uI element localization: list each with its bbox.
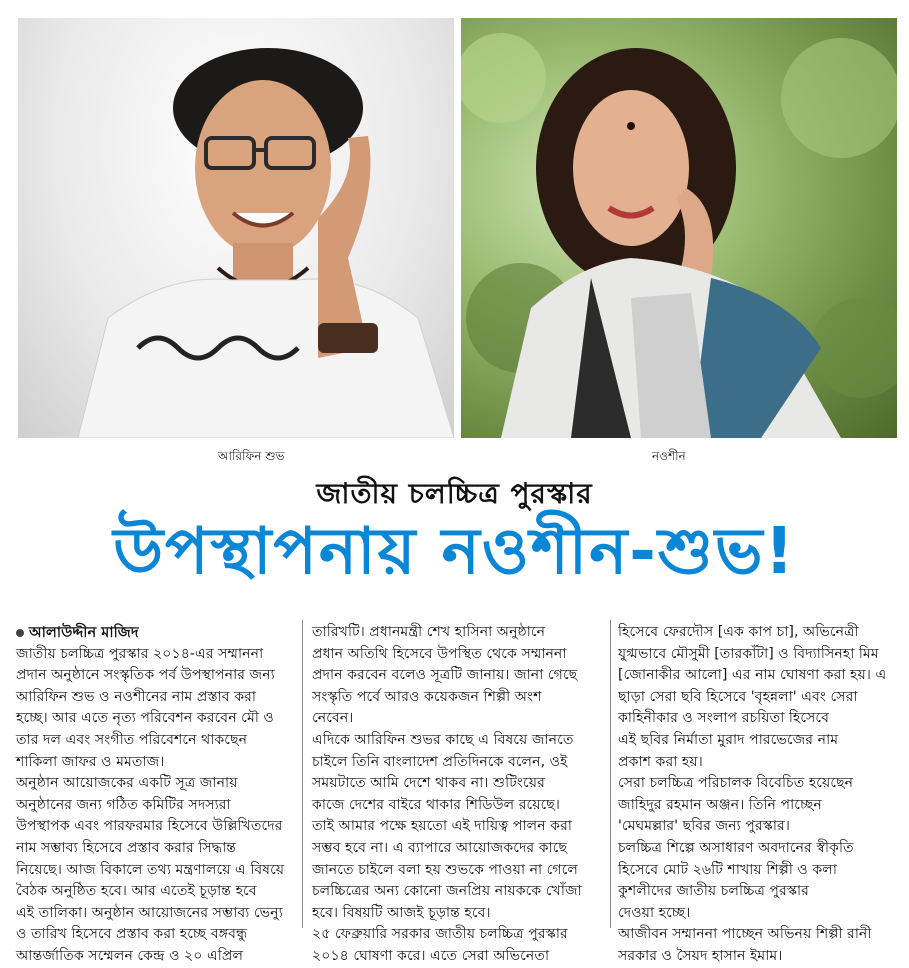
article-text-line: উপস্থাপক এবং পারফরমার হিসেবে উল্লিখিতদের xyxy=(16,818,283,835)
article-text-line: তার দল এবং সংগীত পরিবেশনে থাকছেন xyxy=(16,731,248,748)
article-text-line: এই তালিকা। অনুষ্ঠান আয়োজনের সম্ভাব্য ভেন্যু xyxy=(16,904,283,921)
article-text-line: [জোনাকীর আলো] এর নাম ঘোষণা করা হয়। এ xyxy=(618,667,887,684)
article-text-line: এই ছবির নির্মাতা মুরাদ পারভেজের নাম xyxy=(618,731,839,748)
photo-arifin-shuvo xyxy=(18,18,454,438)
article-text-line: চলচ্চিত্র শিল্পে অসাধারণ অবদানের স্বীকৃতি xyxy=(618,839,854,856)
article-text-line: শাকিলা জাফর ও মমতাজ। xyxy=(16,753,165,770)
article-text-line: জাতীয় চলচ্চিত্র পুরস্কার ২০১৪-এর সম্মাননা xyxy=(16,645,264,662)
article-text-line: তাই আমার পক্ষে হয়তো এই দায়িত্ব পালন করা xyxy=(312,818,573,835)
article-text-line: প্রধান অতিথি হিসেবে উপস্থিত থেকে সম্মাননা xyxy=(312,645,567,662)
article-text-line: সময়টাতে আমি দেশে থাকব না। শুটিংয়ের xyxy=(312,775,545,792)
article-text-line: সরকার ও সৈয়দ হাসান ইমাম। xyxy=(618,947,783,964)
article-text-line: জাহিদুর রহমান অঞ্জন। তিনি পাচ্ছেন xyxy=(618,796,822,813)
article-text-line: জানতে চাইলে বলা হয় শুভকে পাওয়া না গেলে xyxy=(312,861,578,878)
article-text-line: ছাড়া সেরা ছবি হিসেবে 'বৃহন্নলা' এবং সেরা xyxy=(618,688,858,705)
photo-nowshin xyxy=(461,18,897,438)
article-text-line: নাম সম্ভাব্য হিসেবে প্রস্তাব করার সিদ্ধান্ত xyxy=(16,839,237,856)
article-text-line: নেবেন। xyxy=(312,710,354,727)
article-text-line: তারিখটি। প্রধানমন্ত্রী শেখ হাসিনা অনুষ্ঠানে xyxy=(312,624,546,640)
article-headline: উপস্থাপনায় নওশীন-শুভ! xyxy=(113,515,796,589)
article-text-line: ও তারিখ হিসেবে প্রস্তাব করা হচ্ছে বঙ্গবন্ধু xyxy=(16,926,248,943)
article-text-line: সংস্কৃতি পর্বে আরও কয়েকজন শিল্পী অংশ xyxy=(312,688,542,705)
article-column-1 xyxy=(16,622,294,968)
byline xyxy=(16,622,294,644)
article-text-line: কাজে দেশের বাইরে থাকার শিডিউল রয়েছে। xyxy=(312,796,560,813)
article-text-line: দেওয়া হচ্ছে। xyxy=(618,904,691,921)
article-text-line: অনুষ্ঠান আয়োজকের একটি সূত্র জানায় xyxy=(16,775,238,792)
article-text-line: হচ্ছে। আর এতে নৃত্য পরিবেশন করবেন মৌ ও xyxy=(16,710,274,727)
article-column-2 xyxy=(312,622,608,968)
article-column-3 xyxy=(618,622,902,968)
article-text-line: হিসেবে ফেরদৌস [এক কাপ চা], অভিনেত্রী xyxy=(618,624,859,640)
article-text-line: সম্ভব হবে না। এ ব্যাপারে আয়োজকদের কাছে xyxy=(312,839,568,856)
article-text-line: ২৫ ফেব্রুয়ারি সরকার জাতীয় চলচ্চিত্র পুরস্কার xyxy=(312,926,568,943)
column-divider xyxy=(302,620,303,928)
article-text-line: 'মেঘমল্লার' ছবির জন্য পুরস্কার। xyxy=(618,818,790,835)
article-text-line: সেরা চলচ্চিত্র পরিচালক বিবেচিত হয়েছেন xyxy=(618,775,854,792)
article-text-line: প্রদান অনুষ্ঠানে সংস্কৃতিক পর্ব উপস্থাপনার জন্য xyxy=(16,667,275,684)
portrait-male-illustration xyxy=(18,18,454,438)
article-kicker: জাতীয় চলচ্চিত্র পুরস্কার xyxy=(316,477,593,510)
article-text-line: চলচ্চিত্রের অন্য কোনো জনপ্রিয় নায়ককে খোঁজা xyxy=(312,883,582,900)
article-text-line: নিয়েছে। আজ বিকালে তথ্য মন্ত্রণালয়ে এ বিষয়ে xyxy=(16,861,285,878)
article-text-line: বৈঠক অনুষ্ঠিত হবে। আর এতেই চূড়ান্ত হবে xyxy=(16,883,257,900)
article-text-line: কুশলীদের জাতীয় চলচ্চিত্র পুরস্কার xyxy=(618,883,809,900)
article-text-line: চাইলে তিনি বাংলাদেশ প্রতিদিনকে বলেন, ওই xyxy=(312,753,568,770)
article-text-line: হবে। বিষয়টি আজই চূড়ান্ত হবে। xyxy=(312,904,491,921)
photo-caption-left: আরিফিন শুভ xyxy=(218,449,285,463)
article-text-line: আজীবন সম্মাননা পাচ্ছেন অভিনয় শিল্পী রানী xyxy=(618,926,872,943)
article-text-line: অনুষ্ঠানের জন্য গঠিত কমিটির সদস্যরা xyxy=(16,796,231,813)
portrait-female-illustration xyxy=(461,18,897,438)
article-text-line: প্রদান করবেন বলেও সূত্রটি জানায়। জানা গেছে xyxy=(312,667,578,684)
bullet-icon xyxy=(16,629,24,637)
byline-author: আলাউদ্দীন মাজিদ xyxy=(29,624,139,641)
article-text-line: কাহিনীকার ও সংলাপ রচয়িতা হিসেবে xyxy=(618,710,830,727)
article-text-line: আরিফিন শুভ ও নওশীনের নাম প্রস্তাব করা xyxy=(16,688,257,705)
column-divider xyxy=(610,620,611,928)
article-text-line: প্রকাশ করা হয়। xyxy=(618,753,703,770)
article-text-line: আন্তর্জাতিক সম্মেলন কেন্দ্র ও ২০ এপ্রিল xyxy=(16,947,244,964)
photo-caption-right: নওশীন xyxy=(652,449,686,463)
article-text-line: যুগ্মভাবে মৌসুমী [তারকাঁটা] ও বিদ্যাসিনহা মিম xyxy=(618,645,879,662)
article-text-line: এদিকে আরিফিন শুভর কাছে এ বিষয়ে জানতে xyxy=(312,731,574,748)
article-text-line: ২০১৪ ঘোষণা করে। এতে সেরা অভিনেতা xyxy=(312,947,550,964)
article-text-line: হিসেবে মোট ২৬টি শাখায় শিল্পী ও কলা xyxy=(618,861,837,878)
